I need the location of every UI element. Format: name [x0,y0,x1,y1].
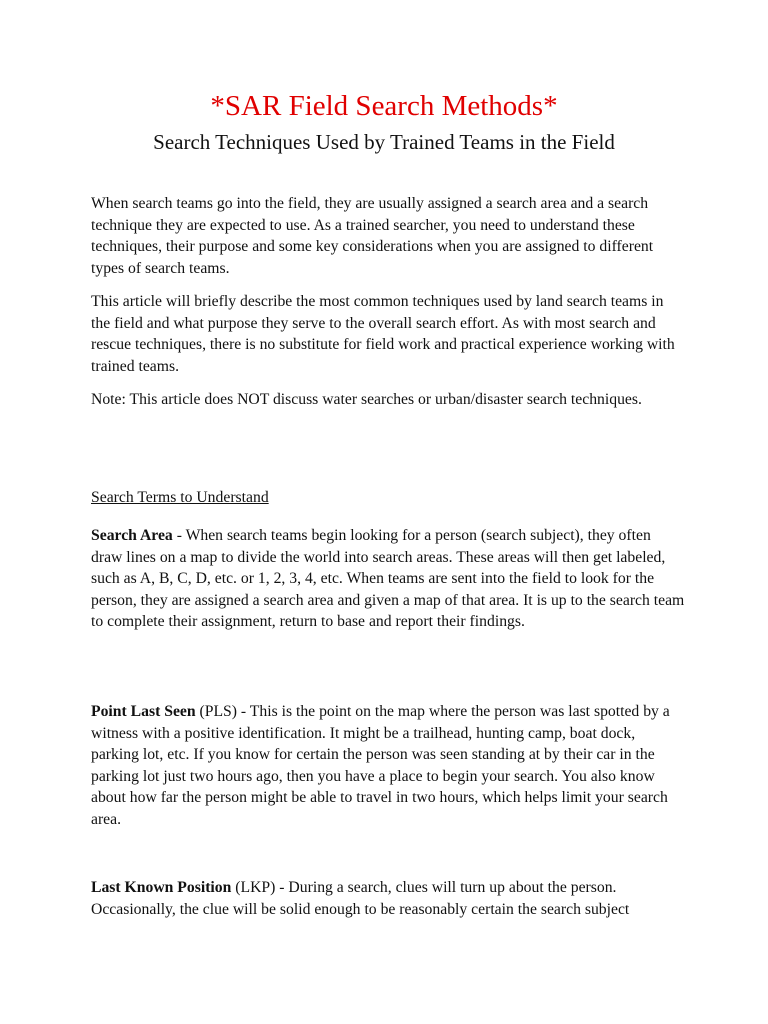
term-label: Search Area [91,527,173,544]
term-definition: - When search teams begin looking for a person (search subject), they often draw lines on a map to divide the world into search areas. These areas will then get labeled, such as A, B, C, D, etc. or 1, 2, 3, 4, etc. When teams are sent into the field to look for the person, they are assigned a search area and given a map of that area. It is up to the search team to complete their assignment, return to base and report their findings. [91,527,685,630]
intro-paragraph-3: Note: This article does NOT discuss water searches or urban/disaster search techniques. [91,391,642,408]
document-title: *SAR Field Search Methods* [210,90,558,122]
document-subtitle: Search Techniques Used by Trained Teams in the Field [153,130,615,154]
intro-paragraph-1: When search teams go into the field, they are usually assigned a search area and a search technique they are expected to use. As a trained searcher, you need to understand these techniques, their purpose and some key considerations when you are assigned to different types of search teams. [91,195,654,277]
term-definition: (PLS) - This is the point on the map where the person was last spotted by a witness with a positive identification. It might be a trailhead, hunting camp, boat dock, parking lot, etc. If you know for certain the person was seen standing at by their car in the parking lot just two hours ago, then you have a place to begin your search. You also know about how far the person might be able to travel in two hours, which helps limit your search area. [91,703,670,828]
section-heading: Search Terms to Understand [91,489,269,506]
term-search-area [91,525,686,633]
term-point-last-seen [91,701,686,830]
term-last-known-position [91,877,686,920]
intro-paragraph-2: This article will briefly describe the most common techniques used by land search teams in the field and what purpose they serve to the overall search effort. As with most search and rescue techniques, there is no substitute for field work and practical experience working with trained teams. [91,293,675,375]
term-definition: (LKP) - During a search, clues will turn up about the person. Occasionally, the clue will be solid enough to be reasonably certain the search subject [91,879,630,918]
term-label: Last Known Position [91,879,232,896]
term-label: Point Last Seen [91,703,196,720]
